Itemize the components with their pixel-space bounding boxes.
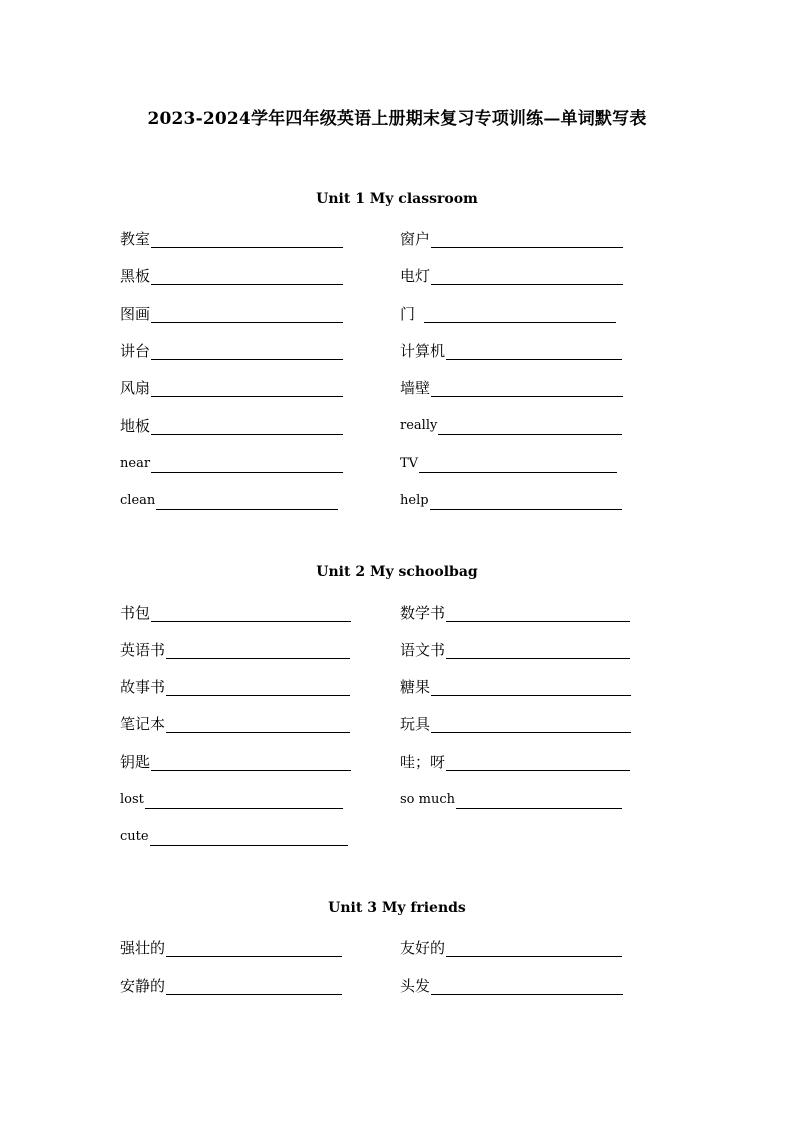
vocab-label: really xyxy=(400,418,438,433)
vocab-label: 风扇 xyxy=(120,379,151,397)
vocab-item xyxy=(400,711,631,733)
vocab-item xyxy=(120,338,343,360)
answer-blank[interactable] xyxy=(446,642,630,659)
vocab-label: 笔记本 xyxy=(120,715,166,733)
vocab-item xyxy=(400,637,630,659)
vocab-label: lost xyxy=(120,792,144,807)
vocab-label: clean xyxy=(120,493,156,508)
answer-blank[interactable] xyxy=(446,754,630,771)
vocab-label: 教室 xyxy=(120,230,151,248)
unit-2-row-2 xyxy=(0,637,794,661)
vocab-item xyxy=(120,226,343,248)
unit-2-heading: Unit 2 My schoolbag xyxy=(316,564,478,580)
answer-blank[interactable] xyxy=(431,268,623,285)
answer-blank[interactable] xyxy=(431,231,623,248)
answer-blank[interactable] xyxy=(151,268,343,285)
vocab-label: 数学书 xyxy=(400,604,446,622)
vocab-item xyxy=(120,451,343,473)
answer-blank[interactable] xyxy=(151,456,343,473)
vocab-item xyxy=(400,935,622,957)
vocab-label: so much xyxy=(400,792,455,807)
unit-1-row-7 xyxy=(0,451,794,475)
answer-blank[interactable] xyxy=(151,343,343,360)
vocab-item xyxy=(120,824,348,846)
vocab-item xyxy=(400,451,617,473)
vocab-item xyxy=(400,263,623,285)
answer-blank[interactable] xyxy=(151,380,343,397)
vocab-label: 黑板 xyxy=(120,267,151,285)
answer-blank[interactable] xyxy=(151,605,351,622)
unit-1-row-6 xyxy=(0,413,794,437)
vocab-label: 墙壁 xyxy=(400,379,431,397)
vocab-label: help xyxy=(400,493,429,508)
vocab-item xyxy=(120,301,343,323)
answer-blank[interactable] xyxy=(166,679,350,696)
answer-blank[interactable] xyxy=(151,306,343,323)
vocab-item xyxy=(400,226,623,248)
vocab-item xyxy=(120,749,351,771)
unit-1-row-2 xyxy=(0,263,794,287)
vocab-item xyxy=(400,413,622,435)
unit-3-row-2 xyxy=(0,973,794,997)
answer-blank[interactable] xyxy=(151,418,343,435)
answer-blank[interactable] xyxy=(424,306,616,323)
answer-blank[interactable] xyxy=(431,716,631,733)
unit-3-heading: Unit 3 My friends xyxy=(328,900,466,916)
vocab-label: 安静的 xyxy=(120,977,166,995)
vocab-label: 英语书 xyxy=(120,641,166,659)
answer-blank[interactable] xyxy=(446,343,622,360)
answer-blank[interactable] xyxy=(431,380,623,397)
vocab-label: 友好的 xyxy=(400,939,446,957)
vocab-label: 故事书 xyxy=(120,678,166,696)
answer-blank[interactable] xyxy=(166,642,350,659)
vocab-item xyxy=(400,973,623,995)
answer-blank[interactable] xyxy=(145,792,343,809)
answer-blank[interactable] xyxy=(166,716,350,733)
vocab-item xyxy=(120,935,342,957)
vocab-item xyxy=(400,600,630,622)
unit-2-row-6 xyxy=(0,787,794,811)
vocab-item xyxy=(120,787,343,809)
answer-blank[interactable] xyxy=(150,829,348,846)
vocab-item xyxy=(400,301,616,323)
answer-blank[interactable] xyxy=(431,679,631,696)
vocab-label: 地板 xyxy=(120,417,151,435)
vocab-item xyxy=(120,973,342,995)
answer-blank[interactable] xyxy=(166,940,342,957)
vocab-item xyxy=(120,637,350,659)
vocab-label: 钥匙 xyxy=(120,753,151,771)
vocab-label: cute xyxy=(120,829,149,844)
answer-blank[interactable] xyxy=(430,493,622,510)
vocab-label: 计算机 xyxy=(400,342,446,360)
answer-blank[interactable] xyxy=(419,456,617,473)
vocab-item xyxy=(400,787,622,809)
answer-blank[interactable] xyxy=(438,418,622,435)
vocab-label: 图画 xyxy=(120,305,151,323)
vocab-item xyxy=(120,413,343,435)
vocab-item xyxy=(120,375,343,397)
answer-blank[interactable] xyxy=(151,231,343,248)
vocab-label: 窗户 xyxy=(400,230,431,248)
vocab-item xyxy=(120,488,338,510)
answer-blank[interactable] xyxy=(151,754,351,771)
unit-2-row-4 xyxy=(0,711,794,735)
answer-blank[interactable] xyxy=(446,940,622,957)
vocab-label: TV xyxy=(400,456,419,471)
vocab-label: 书包 xyxy=(120,604,151,622)
answer-blank[interactable] xyxy=(456,792,622,809)
unit-2-row-7 xyxy=(0,824,794,848)
unit-1-row-4 xyxy=(0,338,794,362)
unit-1-row-3 xyxy=(0,301,794,325)
vocab-item xyxy=(120,263,343,285)
vocab-label: 门 xyxy=(400,305,416,323)
answer-blank[interactable] xyxy=(156,493,338,510)
vocab-item xyxy=(120,674,350,696)
vocab-item xyxy=(400,674,631,696)
answer-blank[interactable] xyxy=(166,978,342,995)
vocab-label: 强壮的 xyxy=(120,939,166,957)
unit-2-row-1 xyxy=(0,600,794,624)
vocab-label: 玩具 xyxy=(400,715,431,733)
unit-2-row-5 xyxy=(0,749,794,773)
vocab-item xyxy=(400,338,622,360)
unit-3-row-1 xyxy=(0,935,794,959)
vocab-label: 头发 xyxy=(400,977,431,995)
vocab-item xyxy=(400,375,623,397)
vocab-label: 糖果 xyxy=(400,678,431,696)
unit-2-row-3 xyxy=(0,674,794,698)
unit-1-row-8 xyxy=(0,488,794,512)
vocab-label: 电灯 xyxy=(400,267,431,285)
unit-1-row-5 xyxy=(0,375,794,399)
vocab-item xyxy=(400,488,622,510)
vocab-item xyxy=(120,711,350,733)
vocab-item xyxy=(400,749,630,771)
vocab-label: 语文书 xyxy=(400,641,446,659)
unit-1-heading: Unit 1 My classroom xyxy=(316,191,478,207)
vocab-label: near xyxy=(120,456,151,471)
vocab-label: 讲台 xyxy=(120,342,151,360)
vocab-label: 哇；呀 xyxy=(400,753,446,771)
page-title: 2023-2024学年四年级英语上册期末复习专项训练—单词默写表 xyxy=(147,109,647,129)
answer-blank[interactable] xyxy=(431,978,623,995)
answer-blank[interactable] xyxy=(446,605,630,622)
unit-1-row-1 xyxy=(0,226,794,250)
vocab-item xyxy=(120,600,351,622)
